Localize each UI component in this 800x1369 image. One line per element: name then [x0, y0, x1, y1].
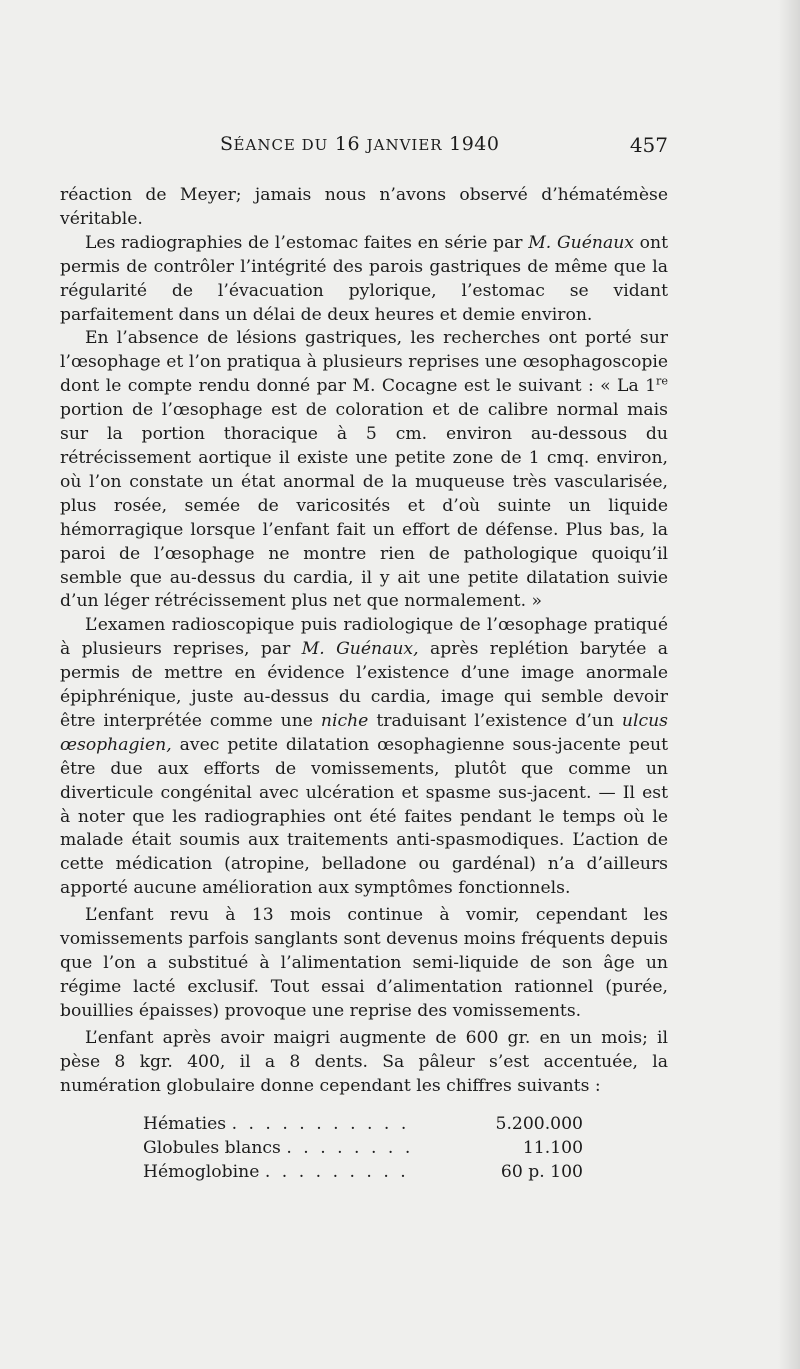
running-head-day: 16: [334, 133, 361, 155]
running-head-initial: S: [220, 133, 234, 155]
table-row: [143, 1137, 583, 1161]
paragraph-4: L’examen radioscopique puis radiologique de l’œsophage pratiqué à plusieurs reprises, par M. Guénaux, après replétion barytée a permis de mettre en évidence l’existence d’une image anormale épiphrénique, juste au-dessus du cardia, image qui semble devoir être interprétée comme une niche traduisant l’existence d’un ulcus œsophagien, avec petite dilatation œsophagienne sous-jacente peut être due aux efforts de vomissements, plutôt que comme un diverticule congénital avec ulcération et spasme sus-jacent. — Il est à noter que les radiographies ont été faites pendant le temps où le malade était soumis aux traitements anti-spasmodiques. L’action de cette médication (atropine, belladone ou gardénal) n’a d’ailleurs apporté aucune amélioration aux symptômes fonctionnels.: [60, 615, 668, 899]
paragraph-3: En l’absence de lésions gastriques, les recherches ont porté sur l’œsophage et l’on pratiqua à plusieurs reprises une œsophagoscopie dont le compte rendu donné par M. Cocagne est le suivant : « La 1re portion de l’œsophage est de coloration et de calibre normal mais sur la portion thoracique à 5 cm. environ au-dessous du rétrécissement aortique il existe une petite zone de 1 cmq. environ, où l’on constate un état anormal de la muqueuse très vascularisée, plus rosée, semée de varicosités et d’où suinte un liquide hémorragique lorsque l’enfant fait un effort de défense. Plus bas, la paroi de l’œsophage ne montre rien de pathologique quoiqu’il semble que au-dessus du cardia, il y ait une petite dilatation suivie d’un léger rétrécissement plus net que normalement. »: [60, 328, 668, 612]
page-number: 457: [629, 133, 668, 157]
superscript-re: re: [656, 374, 668, 388]
paragraph-6: L’enfant après avoir maigri augmente de 600 gr. en un mois; il pèse 8 kgr. 400, il a 8 dents. Sa pâleur s’est accentuée, la numération globulaire donne cependant les chiffres suivants :: [60, 1027, 668, 1096]
table-row: [143, 1161, 583, 1185]
paragraph-2: Les radiographies de l’estomac faites en série par M. Guénaux ont permis de contrôler l’intégrité des parois gastriques de même que la régularité de l’évacuation pylorique, l’estomac se vidant parfaitement dans un délai de deux heures et demie environ.: [60, 232, 668, 325]
author-guenaux: M. Guénaux: [528, 232, 634, 253]
body-text: [60, 184, 668, 1098]
row-value: 11.100: [522, 1138, 583, 1158]
paragraph-1: réaction de Meyer; jamais nous n’avons observé d’hématémèse véritable.: [60, 185, 668, 229]
paragraph-5: L’enfant revu à 13 mois continue à vomir, cependant les vomissements parfois sanglants sont devenus moins fréquents depuis que l’on a substitué à l’alimentation semi-liquide de son âge un régime lacté exclusif. Tout essai d’alimentation rationnel (purée, bouillies épaisses) provoque une reprise des vomissements.: [60, 905, 668, 1021]
page-edge-shadow: [778, 0, 800, 1369]
leader-dots: . . . . . . . .: [286, 1138, 414, 1158]
table-row: [143, 1113, 583, 1137]
row-value: 5.200.000: [495, 1114, 583, 1134]
row-value: 60 p. 100: [500, 1162, 583, 1182]
running-head: [220, 133, 499, 155]
leader-dots: . . . . . . . . . . .: [231, 1114, 410, 1134]
blood-count-table: [143, 1113, 583, 1185]
row-label: Hématies: [143, 1114, 227, 1134]
row-label: Globules blancs: [143, 1138, 281, 1158]
running-head-month: JANVIER: [366, 136, 443, 154]
leader-dots: . . . . . . . . .: [264, 1162, 409, 1182]
running-head-year: 1940: [449, 133, 500, 155]
running-head-seance: ÉANCE DU: [233, 136, 329, 154]
page-header: [60, 133, 670, 163]
row-label: Hémoglobine: [143, 1162, 260, 1182]
